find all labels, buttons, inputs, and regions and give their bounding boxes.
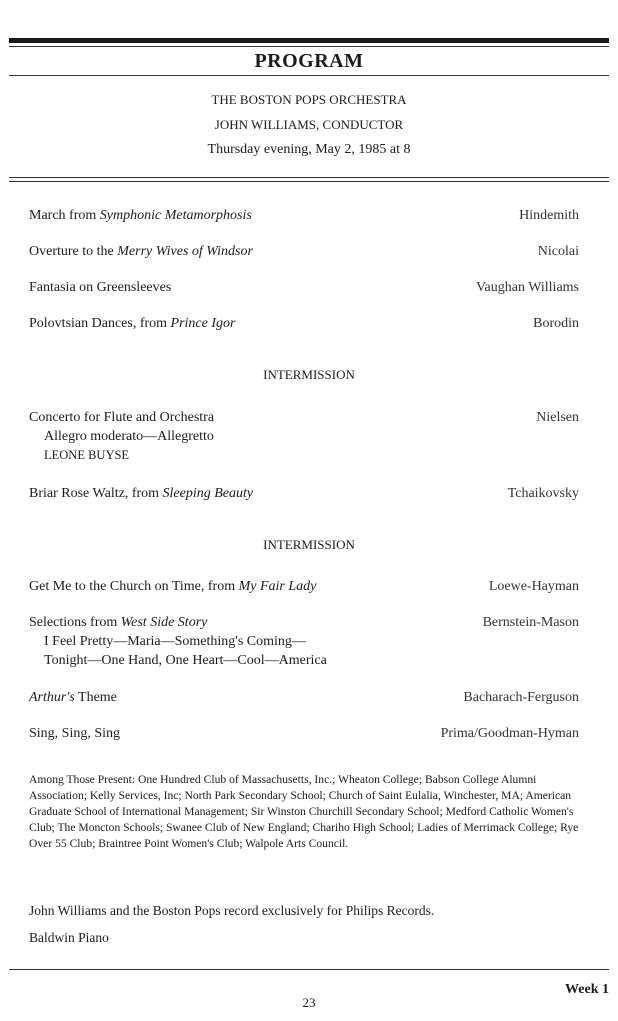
concert-date: Thursday evening, May 2, 1985 at 8	[207, 142, 411, 157]
orchestra-name: THE BOSTON POPS ORCHESTRA	[211, 92, 407, 107]
header-rule-1	[9, 177, 609, 178]
among-those-present: Among Those Present: One Hundred Club of Massachusetts, Inc.; Wheaton College; Babson College Alumni Association; Kelly Services, Inc; North Park Secondary School; Church of Saint Eulalia, Winchester, MA; American Graduate School of International Management; Sir Winston Churchill Secondary School; Medford Catholic Women's Club; The Moncton Schools; Swanee Club of New England; Chariho High School; Ladies of Merrimack College; Rye Over 55 Club; Braintree Point Women's Club; Walpole Arts Council.	[29, 773, 579, 850]
conductor-name: JOHN WILLIAMS, CONDUCTOR	[214, 117, 404, 132]
composer: Bacharach-Ferguson	[463, 690, 579, 705]
composer: Bernstein-Mason	[482, 615, 579, 630]
composer: Loewe-Hayman	[488, 579, 579, 594]
program-item	[29, 688, 579, 707]
intermission-label: INTERMISSION	[263, 537, 355, 552]
program-item	[29, 577, 579, 596]
piano-note: Baldwin Piano	[29, 930, 109, 945]
top-thick-rule	[9, 38, 609, 43]
composer: Vaughan Williams	[476, 280, 579, 295]
work-title: Briar Rose Waltz, from Sleeping Beauty	[29, 486, 254, 501]
work-title: Polovtsian Dances, from Prince Igor	[29, 316, 236, 331]
program-item	[29, 206, 579, 225]
composer: Hindemith	[519, 208, 579, 223]
top-thin-rule	[9, 46, 609, 47]
movement: Allegro moderato—Allegretto	[44, 429, 214, 444]
work-title: Fantasia on Greensleeves	[29, 280, 172, 295]
header-rule-2	[9, 181, 609, 182]
composer: Nicolai	[537, 244, 579, 259]
composer: Borodin	[533, 316, 579, 331]
composer: Prima/Goodman-Hyman	[440, 726, 579, 741]
work-title: Arthur's Theme	[29, 690, 117, 705]
program-item	[29, 278, 579, 297]
soloist: LEONE BUYSE	[44, 448, 130, 462]
intermission-label: INTERMISSION	[263, 367, 355, 382]
selection-list: Tonight—One Hand, One Heart—Cool—America	[44, 653, 327, 668]
work-title: Get Me to the Church on Time, from My Fair Lady	[29, 579, 317, 594]
program-item	[29, 613, 579, 670]
work-title: Concerto for Flute and Orchestra	[29, 410, 215, 425]
page-number: 23	[302, 995, 316, 1010]
composer: Nielsen	[536, 410, 579, 425]
page-title: PROGRAM	[254, 50, 364, 72]
work-title: Overture to the Merry Wives of Windsor	[29, 244, 253, 259]
program-item	[29, 314, 579, 333]
work-title: Sing, Sing, Sing	[29, 726, 121, 741]
work-title: March from Symphonic Metamorphosis	[29, 208, 252, 223]
composer: Tchaikovsky	[507, 486, 579, 501]
week-label: Week 1	[565, 982, 609, 997]
program-item	[29, 242, 579, 261]
selection-list: I Feel Pretty—Maria—Something's Coming—	[44, 634, 306, 649]
work-title: Selections from West Side Story	[29, 615, 208, 630]
records-note: John Williams and the Boston Pops record exclusively for Philips Records.	[29, 903, 435, 918]
program-item	[29, 484, 579, 503]
program-item	[29, 408, 579, 465]
title-rule	[9, 75, 609, 76]
footer-rule	[9, 969, 609, 970]
program-item	[29, 724, 579, 743]
